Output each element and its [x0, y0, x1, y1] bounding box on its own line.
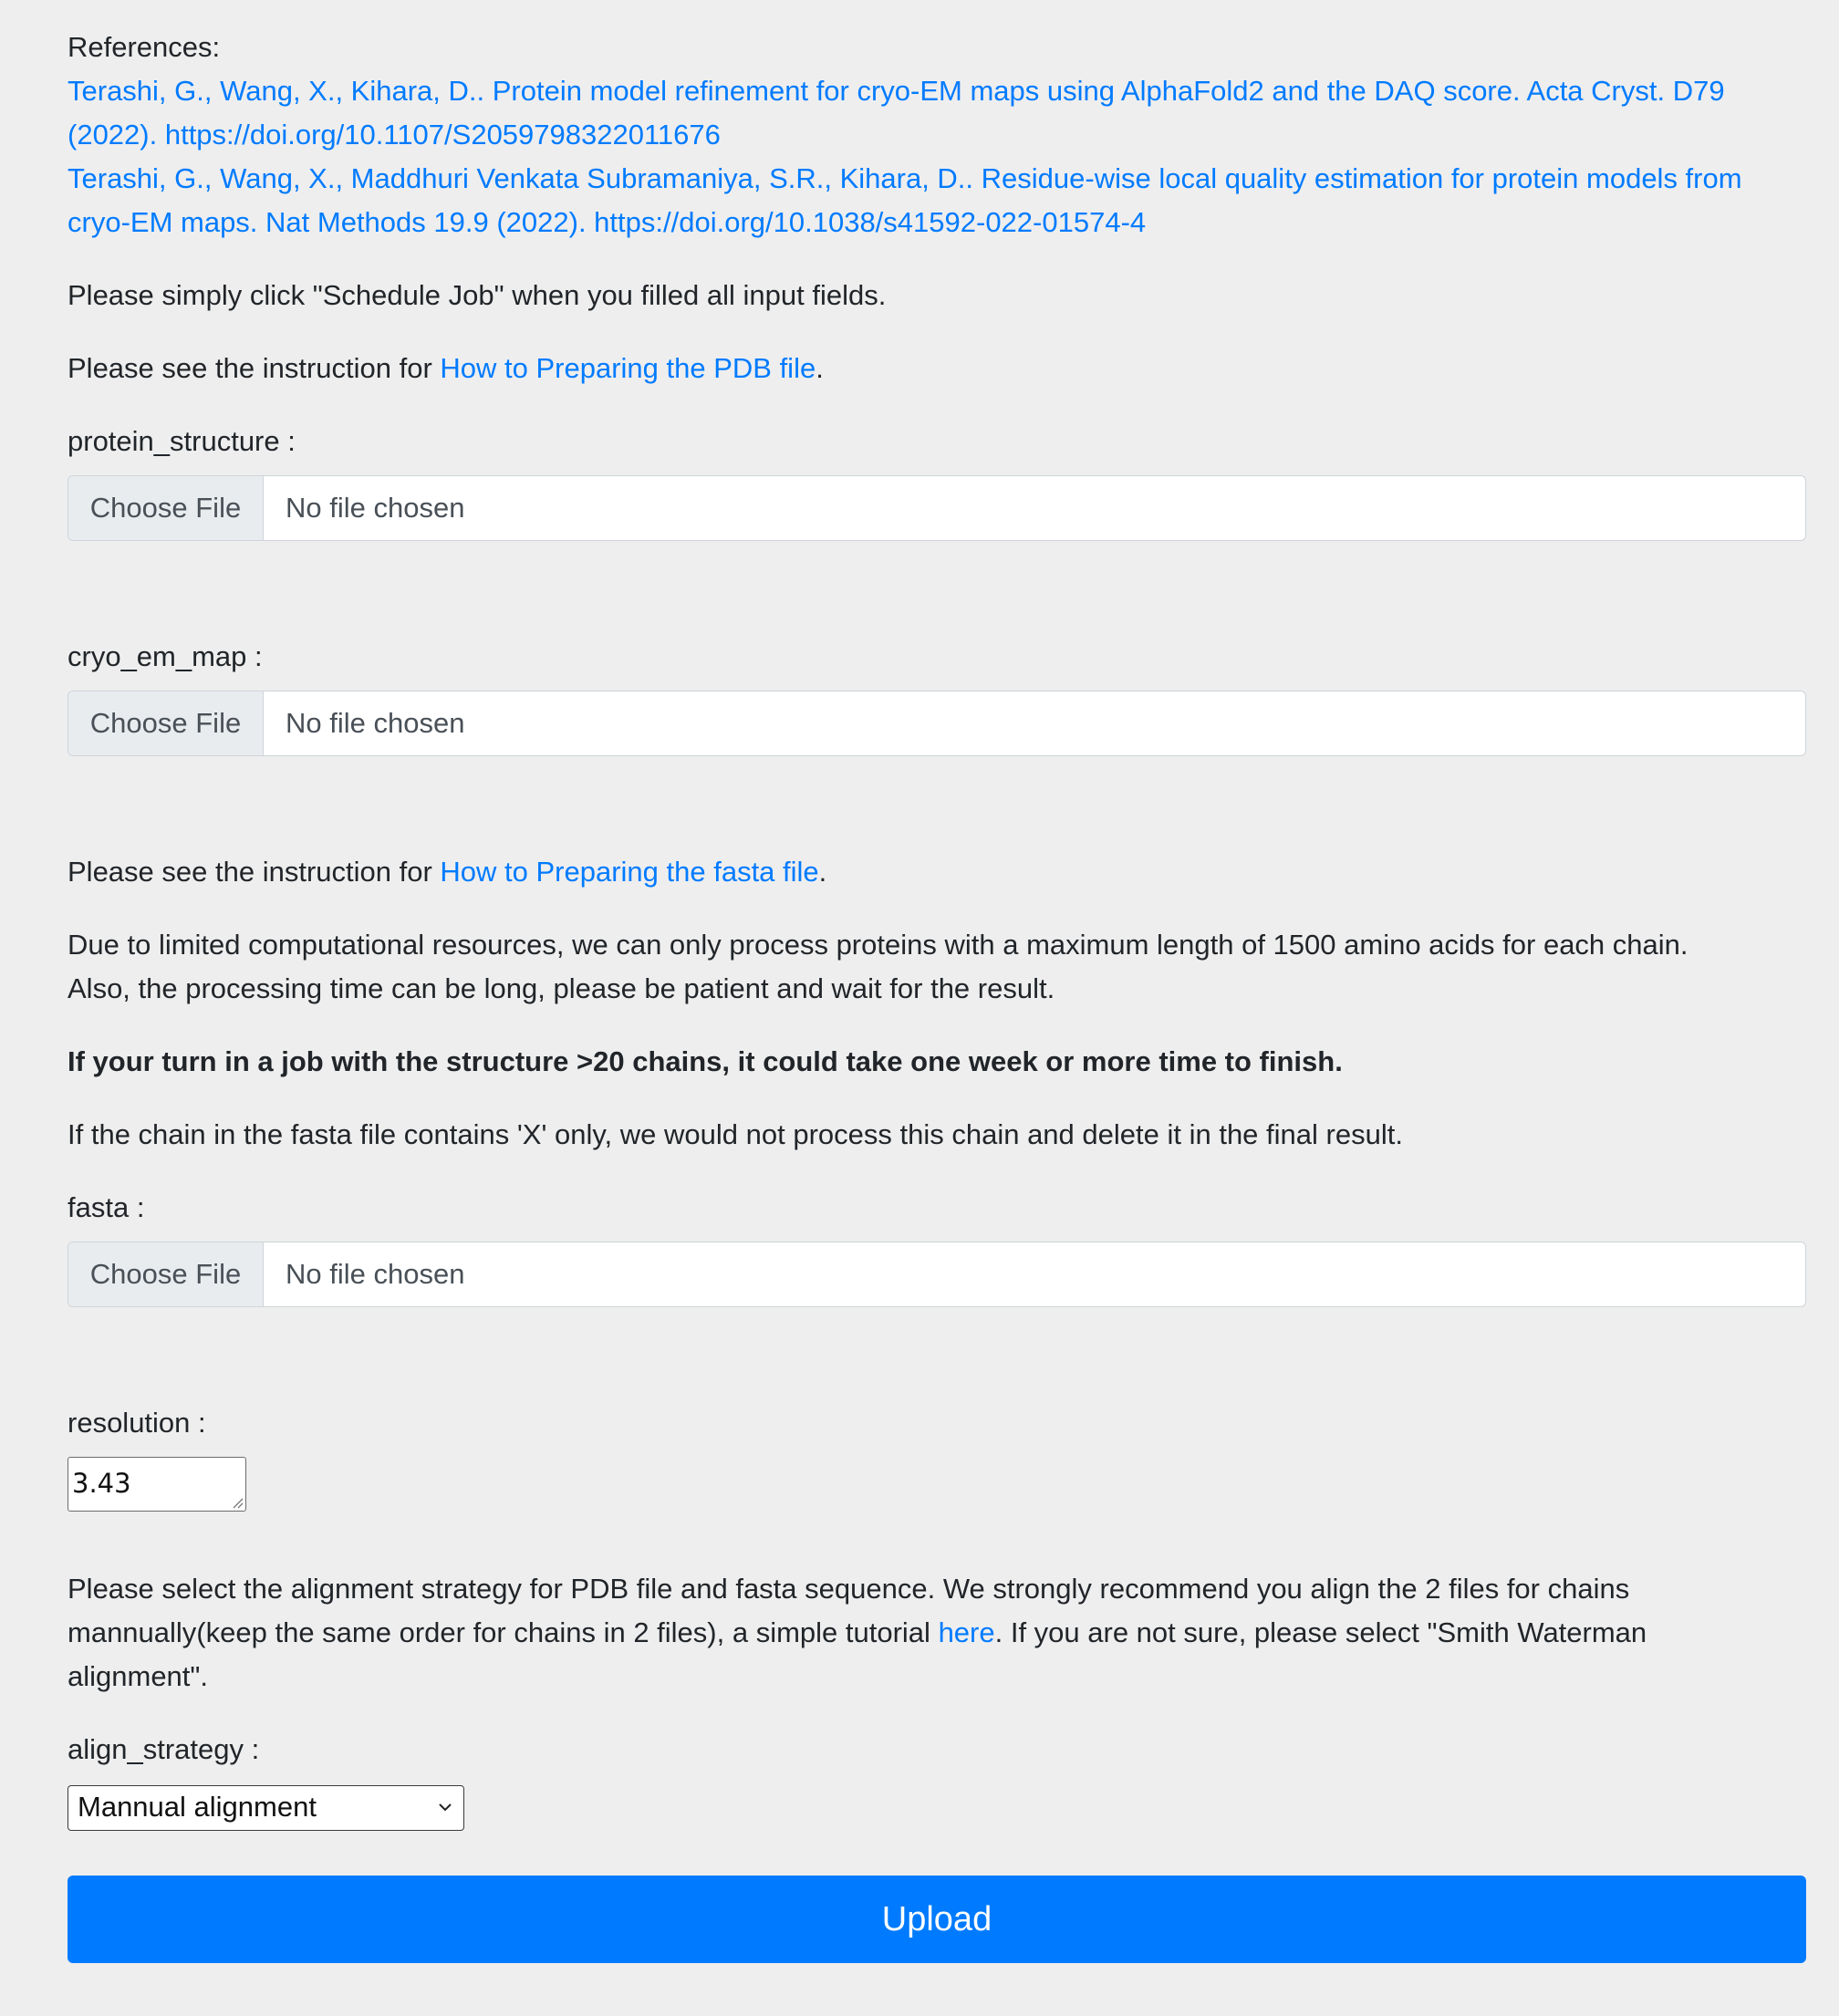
- tutorial-here-link[interactable]: here: [938, 1616, 995, 1648]
- upload-button[interactable]: Upload: [68, 1876, 1806, 1963]
- pdb-instruction: [68, 347, 824, 390]
- pdb-instruction-suffix: .: [816, 352, 824, 384]
- fasta-label: fasta :: [68, 1191, 145, 1223]
- fasta-instruction-prefix: Please see the instruction for: [68, 856, 441, 888]
- reference-2-line-2: cryo-EM maps. Nat Methods 19.9 (2022). https://doi.org/10.1038/s41592-022-01574-4: [68, 206, 1147, 238]
- references-label: References:: [68, 31, 221, 63]
- reference-1-line-1: Terashi, G., Wang, X., Kihara, D.. Protein model refinement for cryo-EM maps using AlphaFold2 and the DAQ score. Acta Cryst. D79: [68, 75, 1725, 107]
- reference-1-line-2: (2022). https://doi.org/10.1107/S2059798322011676: [68, 119, 721, 151]
- cryo-em-map-file-status: No file chosen: [286, 707, 465, 739]
- cryo-em-map-file-input[interactable]: [68, 691, 1806, 756]
- align-strategy-selected-value: Mannual alignment: [78, 1791, 317, 1823]
- align-instruction-prefix: mannually(keep the same order for chains in 2 files), a simple tutorial: [68, 1616, 939, 1648]
- align-instruction-line-1: Please select the alignment strategy for PDB file and fasta sequence. We strongly recommend you align the 2 files for chains: [68, 1573, 1630, 1605]
- chain-warning: [68, 1040, 1343, 1084]
- reference-1-link-cont[interactable]: [68, 113, 721, 157]
- length-limit-line-1: Due to limited computational resources, we can only process proteins with a maximum length of 1500 amino acids for each chain.: [68, 929, 1688, 961]
- reference-2-line-1: Terashi, G., Wang, X., Maddhuri Venkata Subramaniya, S.R., Kihara, D.. Residue-wise local quality estimation for protein models from: [68, 162, 1742, 194]
- resize-grip-icon[interactable]: [231, 1496, 244, 1509]
- resolution-textarea[interactable]: [68, 1457, 246, 1512]
- align-strategy-select[interactable]: [68, 1785, 464, 1831]
- chevron-down-icon: [436, 1798, 454, 1816]
- fasta-instruction-suffix: .: [818, 856, 827, 888]
- align-instruction-line-2: [68, 1611, 1647, 1655]
- align-instruction-line-3: alignment".: [68, 1660, 209, 1692]
- cryo-em-map-label: cryo_em_map :: [68, 640, 263, 672]
- reference-1-link[interactable]: [68, 69, 1725, 113]
- resolution-value: 3.43: [72, 1468, 131, 1499]
- pdb-instruction-link[interactable]: How to Preparing the PDB file: [440, 352, 816, 384]
- fasta-instruction-link[interactable]: How to Preparing the fasta file: [440, 856, 819, 888]
- length-limit-line-2: Also, the processing time can be long, please be patient and wait for the result.: [68, 972, 1055, 1004]
- schedule-instruction: Please simply click "Schedule Job" when you filled all input fields.: [68, 279, 887, 311]
- protein-structure-choose-file-button[interactable]: Choose File: [68, 476, 264, 540]
- x-chain-note: If the chain in the fasta file contains 'X' only, we would not process this chain and delete it in the final result.: [68, 1118, 1403, 1150]
- align-strategy-label: align_strategy :: [68, 1733, 260, 1765]
- protein-structure-file-input[interactable]: [68, 475, 1806, 541]
- resolution-label: resolution :: [68, 1407, 206, 1439]
- cryo-em-map-choose-file-button[interactable]: Choose File: [68, 691, 264, 755]
- chain-warning-text: If your turn in a job with the structure >20 chains, it could take one week or more time to finish.: [68, 1045, 1343, 1077]
- reference-2-link-cont[interactable]: [68, 201, 1146, 244]
- protein-structure-file-status: No file chosen: [286, 492, 465, 524]
- reference-2-link[interactable]: [68, 157, 1742, 201]
- fasta-file-status: No file chosen: [286, 1258, 465, 1290]
- fasta-choose-file-button[interactable]: Choose File: [68, 1242, 264, 1306]
- align-instruction-suffix: . If you are not sure, please select "Smith Waterman: [994, 1616, 1647, 1648]
- fasta-instruction: [68, 850, 826, 894]
- protein-structure-label: protein_structure :: [68, 425, 296, 457]
- fasta-file-input[interactable]: [68, 1242, 1806, 1307]
- pdb-instruction-prefix: Please see the instruction for: [68, 352, 441, 384]
